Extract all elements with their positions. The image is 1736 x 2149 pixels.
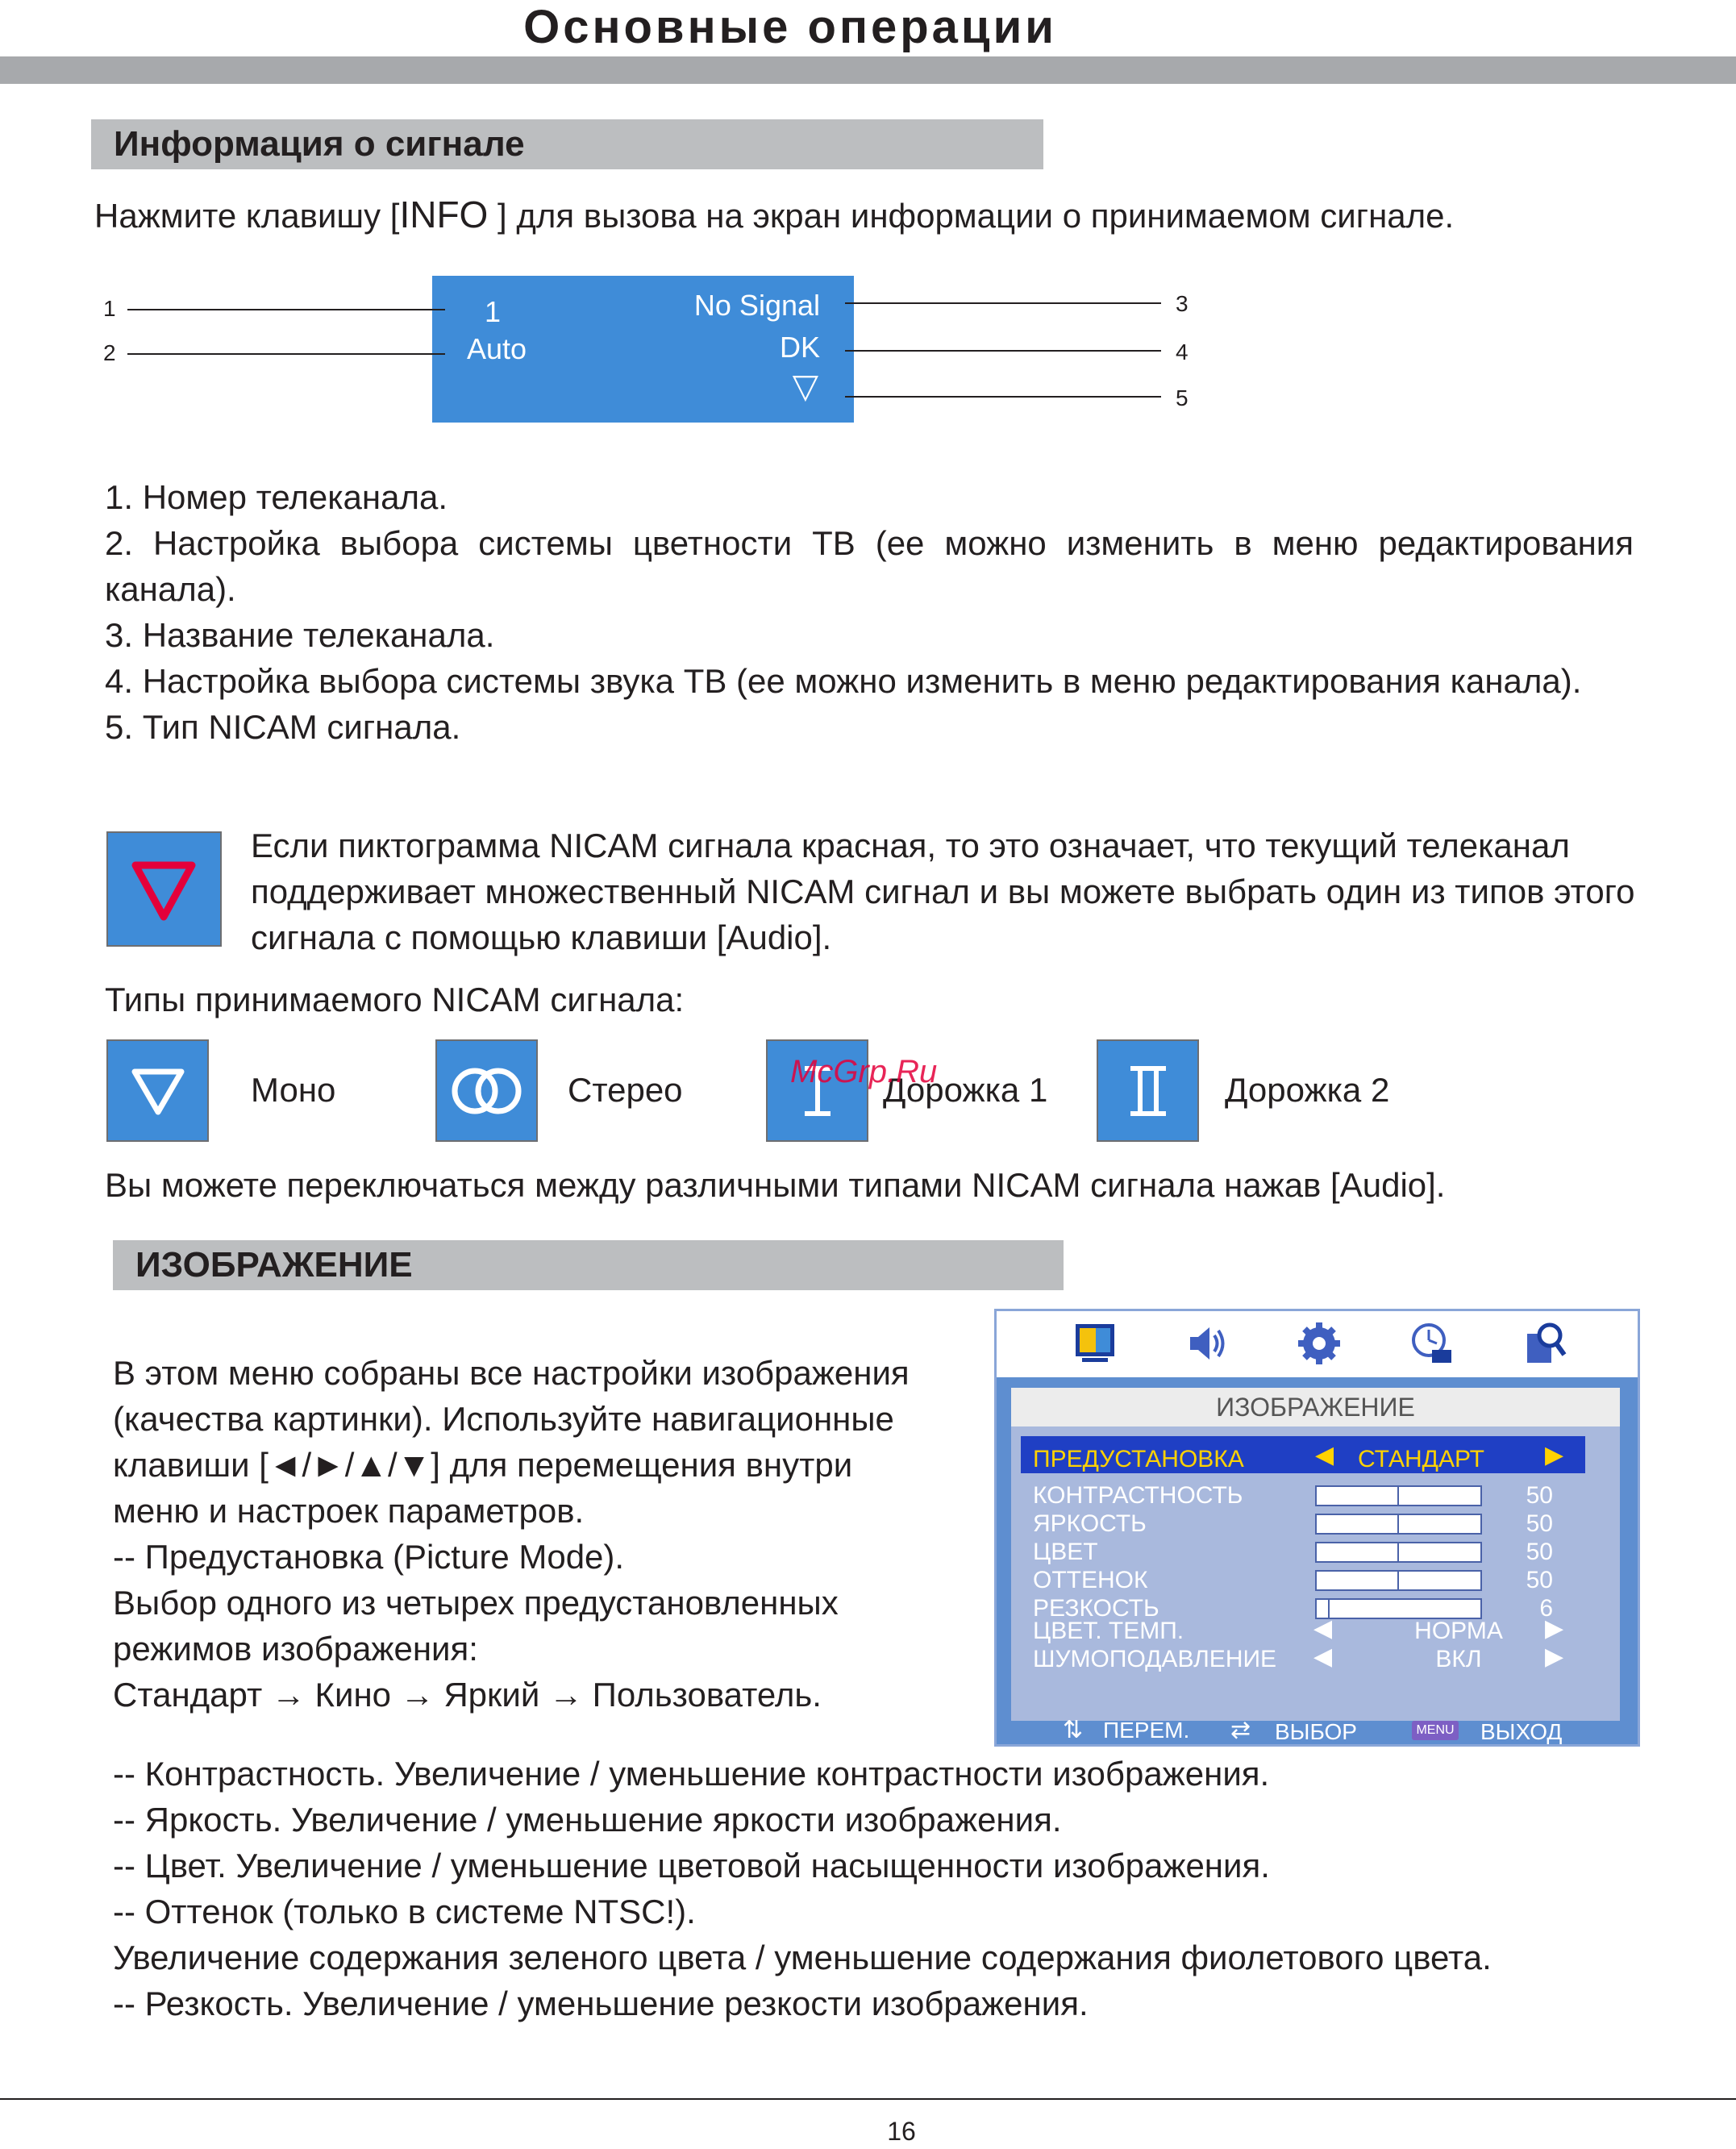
footer-select: ВЫБОР: [1275, 1719, 1357, 1744]
bullet-line: Увеличение содержания зеленого цвета / уменьшение содержания фиолетового цвета.: [113, 1939, 1492, 1976]
color-temp-left-arrow-icon[interactable]: ◀: [1313, 1615, 1333, 1642]
type-label-track1: Дорожка 1: [883, 1071, 1048, 1109]
page-number: 16: [887, 2117, 916, 2146]
noise-reduction-left-arrow-icon[interactable]: ◀: [1313, 1643, 1333, 1670]
menu-title-bar: [1011, 1388, 1620, 1426]
picture-bullets: [113, 1751, 1645, 2026]
signal-info-list: [105, 474, 1634, 750]
sound-tab-icon[interactable]: [1182, 1319, 1230, 1368]
slider-fill: [1317, 1543, 1399, 1561]
move-arrows-icon: ⇅: [1063, 1717, 1084, 1743]
header-bar: [0, 56, 1736, 84]
type-label-track2: Дорожка 2: [1225, 1071, 1390, 1109]
slider-row[interactable]: [997, 1567, 1638, 1594]
slider-bar[interactable]: [1315, 1570, 1482, 1591]
intro-prefix: Нажмите клавишу [: [94, 197, 400, 235]
slider-value: 50: [1526, 1567, 1553, 1593]
slider-bar[interactable]: [1315, 1542, 1482, 1563]
info-signal-name: No Signal: [693, 289, 820, 322]
footer-rule: [0, 2098, 1736, 2100]
bullet-line: -- Контрастность. Увеличение / уменьшение контрастности изображения.: [113, 1755, 1270, 1793]
search-tab-icon[interactable]: [1521, 1319, 1569, 1368]
mono-triangle-icon: [106, 1039, 209, 1142]
slider-bar[interactable]: [1315, 1485, 1482, 1506]
slider-label: ОТТЕНОК: [1033, 1567, 1148, 1593]
list-item: 5. Тип NICAM сигнала.: [105, 708, 461, 746]
paragraph-line: В этом меню собраны все настройки изображения: [113, 1354, 910, 1392]
bullet-line: -- Цвет. Увеличение / уменьшение цветовой насыщенности изображения.: [113, 1847, 1270, 1885]
slider-label: ЯРКОСТЬ: [1033, 1510, 1147, 1537]
timer-tab-icon[interactable]: [1408, 1319, 1456, 1368]
slider-row[interactable]: [997, 1539, 1638, 1566]
select-arrows-icon: ⇄: [1230, 1717, 1251, 1743]
nicam-triangle-icon: ▽: [792, 367, 818, 405]
track2-icon: [1097, 1039, 1199, 1142]
preset-value: СТАНДАРТ: [1358, 1446, 1484, 1472]
info-key: INFO: [399, 194, 489, 235]
paragraph-line: режимов изображения:: [113, 1630, 478, 1668]
noise-reduction-right-arrow-icon[interactable]: ▶: [1545, 1643, 1564, 1670]
callout-line-2: [127, 353, 445, 355]
paragraph-line: Стандарт → Кино → Яркий → Пользователь.: [113, 1676, 822, 1714]
callout-3: 3: [1176, 291, 1189, 316]
slider-label: КОНТРАСТНОСТЬ: [1033, 1482, 1243, 1509]
callout-2: 2: [103, 340, 116, 365]
slider-label: РЕЗКОСТЬ: [1033, 1595, 1159, 1622]
slider-value: 50: [1526, 1539, 1553, 1565]
noise-reduction-value: ВКЛ: [1435, 1646, 1482, 1672]
intro-suffix: ] для вызова на экран информации о принимаемом сигнале.: [497, 197, 1455, 235]
bullet-line: -- Оттенок (только в системе NTSC!).: [113, 1893, 696, 1930]
picture-paragraph: [113, 1350, 984, 1718]
stereo-rings-icon: [435, 1039, 538, 1142]
info-color-system: Auto: [467, 332, 527, 365]
slider-fill: [1317, 1487, 1399, 1505]
list-item: 4. Настройка выбора системы звука ТВ (ее можно изменить в меню редактирования канала).: [105, 662, 1582, 700]
footer-exit: ВЫХОД: [1480, 1719, 1563, 1744]
slider-value: 50: [1526, 1482, 1553, 1509]
type-label-stereo: Стерео: [568, 1071, 683, 1109]
info-sound-system: DK: [779, 331, 820, 364]
page-title: Основные операции: [523, 1, 1057, 53]
color-temp-right-arrow-icon[interactable]: ▶: [1545, 1615, 1564, 1642]
slider-row[interactable]: [997, 1482, 1638, 1510]
paragraph-line: -- Предустановка (Picture Mode).: [113, 1538, 625, 1576]
noise-reduction-label: ШУМОПОДАВЛЕНИЕ: [1033, 1646, 1277, 1672]
intro-text: [94, 192, 1626, 239]
slider-bar[interactable]: [1315, 1514, 1482, 1535]
paragraph-line: (качества картинки). Используйте навигационные: [113, 1400, 894, 1438]
callout-line-5: [845, 396, 1161, 398]
footer-move: ПЕРЕМ.: [1103, 1718, 1190, 1743]
callout-1: 1: [103, 296, 116, 321]
info-channel: 1: [485, 295, 502, 328]
nicam-note: Если пиктограмма NICAM сигнала красная, то это означает, что текущий телеканал поддерживает множественный NICAM сигнал и вы можете выбрать один из типов этого сигнала с помощью клавиши [Audio].: [251, 827, 1635, 956]
menu-footer: [997, 1714, 1638, 1744]
preset-right-arrow-icon[interactable]: ▶: [1545, 1442, 1564, 1468]
menu-icon-bar: [997, 1311, 1638, 1377]
slider-value: 50: [1526, 1510, 1553, 1537]
paragraph-line: Выбор одного из четырех предустановленных: [113, 1584, 839, 1622]
paragraph-line: клавиши [◄/►/▲/▼] для перемещения внутри: [113, 1446, 853, 1484]
color-temp-label: ЦВЕТ. ТЕМП.: [1033, 1618, 1184, 1644]
slider-fill: [1317, 1572, 1399, 1589]
bullet-line: -- Яркость. Увеличение / уменьшение яркости изображения.: [113, 1801, 1062, 1839]
picture-menu: [994, 1309, 1640, 1747]
list-item: 2. Настройка выбора системы цветности ТВ (ее можно изменить в меню редактирования канала).: [105, 524, 1634, 608]
slider-row[interactable]: [997, 1510, 1638, 1538]
slider-fill: [1317, 1515, 1399, 1533]
slider-bar[interactable]: [1315, 1598, 1482, 1619]
callout-line-4: [845, 350, 1161, 352]
slider-label: ЦВЕТ: [1033, 1539, 1098, 1565]
list-item: 3. Название телеканала.: [105, 616, 495, 654]
slider-value: 6: [1539, 1595, 1553, 1622]
settings-gear-icon[interactable]: [1295, 1319, 1343, 1368]
nicam-red-icon: [106, 831, 222, 947]
watermark: McGrp.Ru: [790, 1054, 938, 1089]
type-label-mono: Моно: [251, 1071, 336, 1109]
paragraph-line: меню и настроек параметров.: [113, 1492, 585, 1530]
menu-title: ИЗОБРАЖЕНИЕ: [1216, 1393, 1415, 1422]
callout-line-3: [845, 302, 1161, 304]
preset-label: ПРЕДУСТАНОВКА: [1033, 1446, 1244, 1472]
callout-4: 4: [1176, 339, 1189, 364]
menu-key-icon: MENU: [1412, 1721, 1459, 1740]
nicam-types-label: Типы принимаемого NICAM сигнала:: [105, 981, 685, 1018]
switch-note: Вы можете переключаться между различными типами NICAM сигнала нажав [Audio].: [105, 1166, 1446, 1204]
bullet-line: -- Резкость. Увеличение / уменьшение резкости изображения.: [113, 1984, 1089, 2022]
list-item: 1. Номер телеканала.: [105, 478, 448, 516]
callout-line-1: [127, 309, 445, 310]
callout-5: 5: [1176, 385, 1189, 410]
preset-left-arrow-icon[interactable]: ◀: [1315, 1442, 1334, 1468]
info-panel: [432, 276, 854, 423]
picture-tab-icon[interactable]: [1071, 1319, 1119, 1368]
section-heading-signal-info: Информация о сигнале: [91, 119, 1043, 169]
preset-row[interactable]: [1021, 1436, 1585, 1473]
section-heading-picture: ИЗОБРАЖЕНИЕ: [113, 1240, 1064, 1290]
color-temp-value: НОРМА: [1414, 1618, 1503, 1644]
